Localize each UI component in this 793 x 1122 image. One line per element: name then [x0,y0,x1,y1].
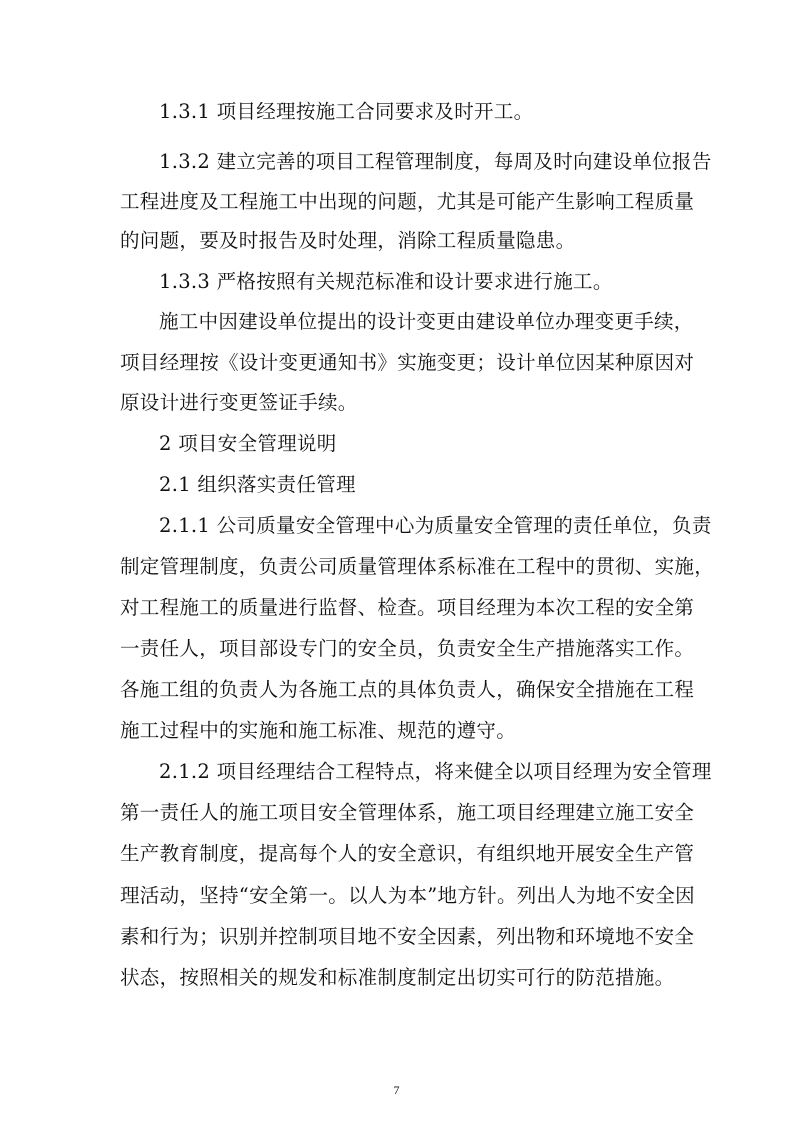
text-line: 对工程施工的质量进行监督、检查。项目经理为本次工程的安全第 [120,596,695,619]
text-line: 素和行为；识别并控制项目地不安全因素，列出物和环境地不安全 [120,925,695,948]
subsection-heading: 2.1 组织落实责任管理 [159,473,356,496]
section-heading: 2 项目安全管理说明 [159,432,337,455]
page-number: 7 [393,1083,400,1097]
text-line: 1.3.3 严格按照有关规范标准和设计要求进行施工。 [159,270,613,293]
text-line: 理活动，坚持“安全第一。以人为本”地方针。列出人为地不安全因 [120,884,695,907]
text-line: 2.1.2 项目经理结合工程特点，将来健全以项目经理为安全管理 [159,760,712,783]
text-line: 施工过程中的实施和施工标准、规范的遵守。 [120,719,517,742]
text-line: 制定管理制度，负责公司质量管理体系标准在工程中的贯彻、实施， [120,555,715,578]
text-line: 各施工组的负责人为各施工点的具体负责人，确保安全措施在工程 [120,678,695,701]
text-line: 状态，按照相关的规发和标准制度制定出切实可行的防范措施。 [120,966,675,989]
text-line: 生产教育制度，提高每个人的安全意识，有组织地开展安全生产管 [120,842,695,865]
text-line: 原设计进行变更签证手续。 [120,391,358,414]
text-line: 2.1.1 公司质量安全管理中心为质量安全管理的责任单位，负责 [159,514,712,537]
text-line: 1.3.2 建立完善的项目工程管理制度，每周及时向建设单位报告 [159,150,712,173]
text-line: 项目经理按《设计变更通知书》实施变更；设计单位因某种原因对 [120,351,695,374]
text-line: 施工中因建设单位提出的设计变更由建设单位办理变更手续， [159,310,694,333]
text-line: 的问题，要及时报告及时处理，消除工程质量隐患。 [120,229,576,252]
text-line: 一责任人，项目部设专门的安全员，负责安全生产措施落实工作。 [120,637,695,660]
text-line: 1.3.1 项目经理按施工合同要求及时开工。 [159,100,534,123]
text-line: 工程进度及工程施工中出现的问题，尤其是可能产生影响工程质量 [120,190,695,213]
text-line: 第一责任人的施工项目安全管理体系，施工项目经理建立施工安全 [120,801,695,824]
